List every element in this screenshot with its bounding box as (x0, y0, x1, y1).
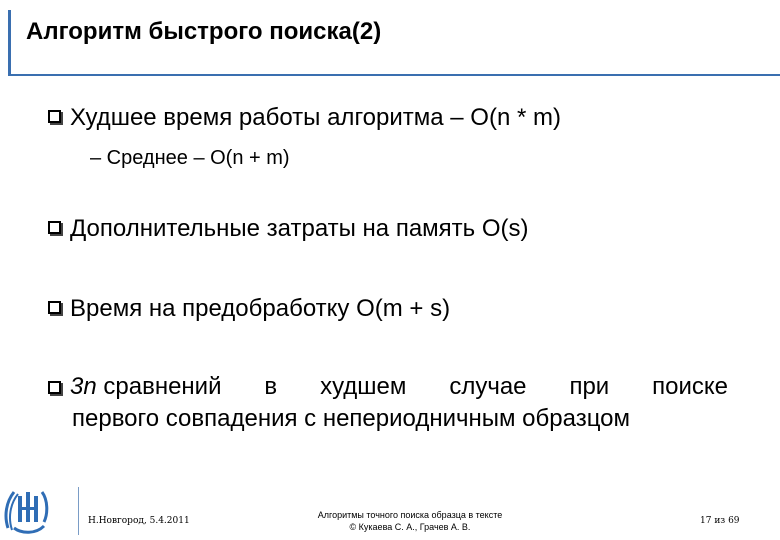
footer-divider (78, 487, 79, 535)
footer-authors: © Кукаева С. А., Грачев А. В. (349, 522, 471, 532)
bullet-4-word: поиске (652, 373, 728, 400)
square-bullet-icon (48, 381, 61, 394)
bullet-4-word: в (264, 373, 278, 400)
bullet-1-text: Худшее время работы алгоритма – O(n * m) (70, 104, 561, 131)
sub-bullet: – Среднее – O(n + m) (90, 147, 290, 169)
bullet-2-text: Дополнительные затраты на память O(s) (70, 215, 529, 242)
bullet-4-word: случае (449, 373, 527, 400)
square-bullet-icon (48, 301, 61, 314)
bullet-1 (48, 104, 561, 132)
bullet-4-italic: 3n (70, 373, 97, 400)
title-frame-vertical (8, 10, 11, 76)
bullet-4-line-1 (48, 373, 728, 401)
footer-place-date: Н.Новгород, 5.4.2011 (88, 516, 190, 526)
footer-course-title: Алгоритмы точного поиска образца в тексте (317, 510, 503, 520)
bullet-4-line-2: первого совпадения с непериодничным образцом (72, 405, 631, 432)
bullet-2 (48, 215, 528, 243)
bullet-3 (48, 295, 450, 323)
bullet-4-word: при (569, 373, 610, 400)
bullet-3-text: Время на предобработку O(m + s) (70, 295, 451, 322)
bullet-4-word: худшем (320, 373, 407, 400)
footer-page-number: 17 из 69 (700, 516, 740, 526)
slide-title: Алгоритм быстрого поиска(2) (26, 18, 382, 45)
bullet-4-word: сравнений (103, 373, 222, 400)
square-bullet-icon (48, 221, 61, 234)
footer-course (290, 509, 530, 533)
square-bullet-icon (48, 110, 61, 123)
university-logo (2, 482, 50, 536)
title-frame-horizontal (8, 74, 780, 76)
